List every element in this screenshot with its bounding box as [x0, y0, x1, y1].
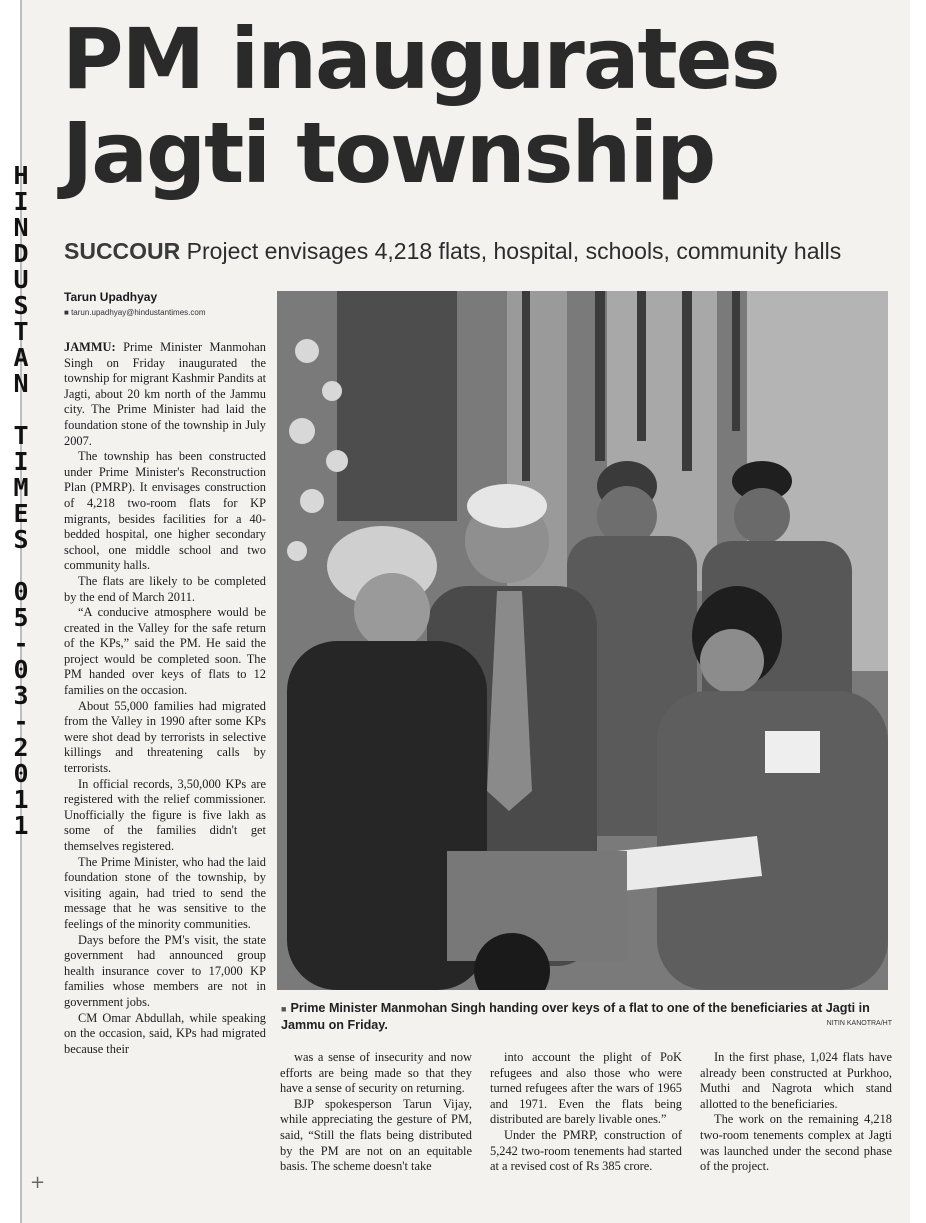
paragraph-text: was a sense of insecurity and now efforts are being made so that they have a sense of security on returning. — [280, 1050, 472, 1096]
article-paragraph — [64, 699, 266, 777]
paragraph-text: The flats are likely to be completed by the end of March 2011. — [64, 573, 266, 604]
article-paragraph — [280, 1050, 472, 1097]
paragraph-text: CM Omar Abdullah, while speaking on the occasion, said, KPs had migrated because their — [64, 1010, 266, 1056]
side-label-char: - — [13, 629, 29, 658]
side-label-char: A — [13, 343, 29, 372]
publication-date-label — [0, 163, 42, 839]
article-paragraph — [64, 340, 266, 449]
photo-caption: ■ Prime Minister Manmohan Singh handing over keys of a flat to one of the beneficiaries at Jagti in Jammu on Friday. — [281, 1001, 870, 1032]
paragraph-text: Under the PMRP, construction of 5,242 two-room tenements had started at a revised cost of Rs 385 crore. — [490, 1127, 682, 1174]
side-label-char: S — [13, 291, 29, 320]
paragraph-text: About 55,000 families had migrated from the Valley in 1990 after some KPs were shot dead by terrorists in selective killings and threatening calls by terrorists. — [64, 698, 266, 776]
headline — [62, 12, 902, 200]
news-photo — [277, 291, 888, 990]
author-email: ■ tarun.upadhyay@hindustantimes.com — [64, 308, 206, 317]
paragraph-text: The work on the remaining 4,218 two-room tenements complex at Jagti was launched under the second phase of the project. — [700, 1112, 892, 1174]
article-paragraph — [700, 1112, 892, 1174]
paragraph-text: Prime Minister Manmohan Singh on Friday inaugurated the township for migrant Kashmir Pandits at Jagti, about 20 km north of the Jammu city. The Prime Minister had laid the foundation stone of the township in July 2007. — [64, 340, 267, 448]
paragraph-text: Days before the PM's visit, the state government had announced group health insurance cover to 17,000 KP families whose members are not in government jobs. — [64, 932, 266, 1009]
article-paragraph — [64, 449, 266, 574]
side-label-char: D — [13, 239, 29, 268]
article-column-3 — [490, 1050, 682, 1175]
side-label-char: 3 — [13, 681, 29, 710]
article-column-2 — [280, 1050, 472, 1175]
side-label-char: U — [13, 265, 29, 294]
paragraph-text: into account the plight of PoK refugees and also those who were turned refugees after the wars of 1965 and 1971. Even the flats being distributed are barely livable ones.” — [490, 1050, 682, 1127]
side-label-char: 0 — [13, 577, 29, 606]
article-column-1 — [64, 340, 266, 1057]
side-label-char: 1 — [13, 785, 29, 814]
side-label-char: I — [13, 447, 29, 476]
paragraph-text: In the first phase, 1,024 flats have already been constructed at Purkhoo, Muthi and Nagrota which stand allotted to the beneficiaries. — [700, 1050, 892, 1111]
side-label-char: S — [13, 525, 29, 554]
side-label-char: 1 — [13, 811, 29, 840]
photo-credit: NITIN KANOTRA/HT — [826, 1020, 892, 1027]
caption-bullet: ■ — [281, 1004, 287, 1014]
side-label-char: M — [13, 473, 29, 502]
side-label-char: N — [13, 369, 29, 398]
side-label-char: - — [13, 707, 29, 736]
paragraph-text: BJP spokesperson Tarun Vijay, while appreciating the gesture of PM, said, “Still the flats being distributed by the PM are not on an equitable basis. The scheme doesn't take — [280, 1096, 472, 1174]
article-paragraph — [64, 777, 266, 855]
article-paragraph — [64, 933, 266, 1011]
article-paragraph — [64, 855, 266, 933]
paragraph-text: In official records, 3,50,000 KPs are registered with the relief commissioner. Unofficially the figure is five lakh as some of the families didn't get themselves registered. — [64, 776, 266, 853]
headline-line-1: PM inaugurates — [62, 10, 779, 108]
side-label-char: 0 — [13, 655, 29, 684]
article-paragraph — [64, 574, 266, 605]
article-paragraph — [700, 1050, 892, 1112]
article-paragraph — [64, 605, 266, 699]
side-label-char: T — [13, 317, 29, 346]
subhead-text: Project envisages 4,218 flats, hospital, schools, community halls — [186, 238, 842, 264]
article-column-4 — [700, 1050, 892, 1175]
side-label-char: 2 — [13, 733, 29, 762]
headline-line-2: Jagti township — [62, 104, 715, 202]
article-paragraph — [490, 1050, 682, 1128]
paragraph-text: The township has been constructed under Prime Minister's Reconstruction Plan (PMRP). It envisages construction of 4,218 two-room flats for KP migrants, besides facilities for a 40-bedded hospital, one higher secondary school, one middle school and two community halls. — [64, 449, 266, 573]
dateline: JAMMU: — [64, 340, 124, 354]
side-label-char: E — [13, 499, 29, 528]
paragraph-text: The Prime Minister, who had the laid foundation stone of the township, by visiting again, had tried to send the message that he was sensitive to the feelings of the minority communities. — [64, 854, 266, 931]
side-label-char: H — [13, 161, 29, 190]
side-label-char: 5 — [13, 603, 29, 632]
article-paragraph — [490, 1128, 682, 1175]
article-paragraph — [280, 1097, 472, 1175]
photo-illustration — [277, 291, 888, 990]
subheadline — [64, 238, 904, 265]
subhead-kicker: SUCCOUR — [64, 238, 181, 264]
article-paragraph — [64, 1011, 266, 1058]
crop-mark: + — [30, 1172, 46, 1193]
paragraph-text: “A conducive atmosphere would be created in the Valley for the safe return of the KPs,” said the PM. He said the project would be completed soon. The PM handed over keys of flats to 12 families on the occasion. — [64, 605, 266, 698]
byline — [64, 290, 264, 317]
side-label-char: T — [13, 421, 29, 450]
side-label-char: 0 — [13, 759, 29, 788]
side-label-char: N — [13, 213, 29, 242]
author-name: Tarun Upadhyay — [64, 290, 158, 304]
side-label-char: I — [13, 187, 29, 216]
